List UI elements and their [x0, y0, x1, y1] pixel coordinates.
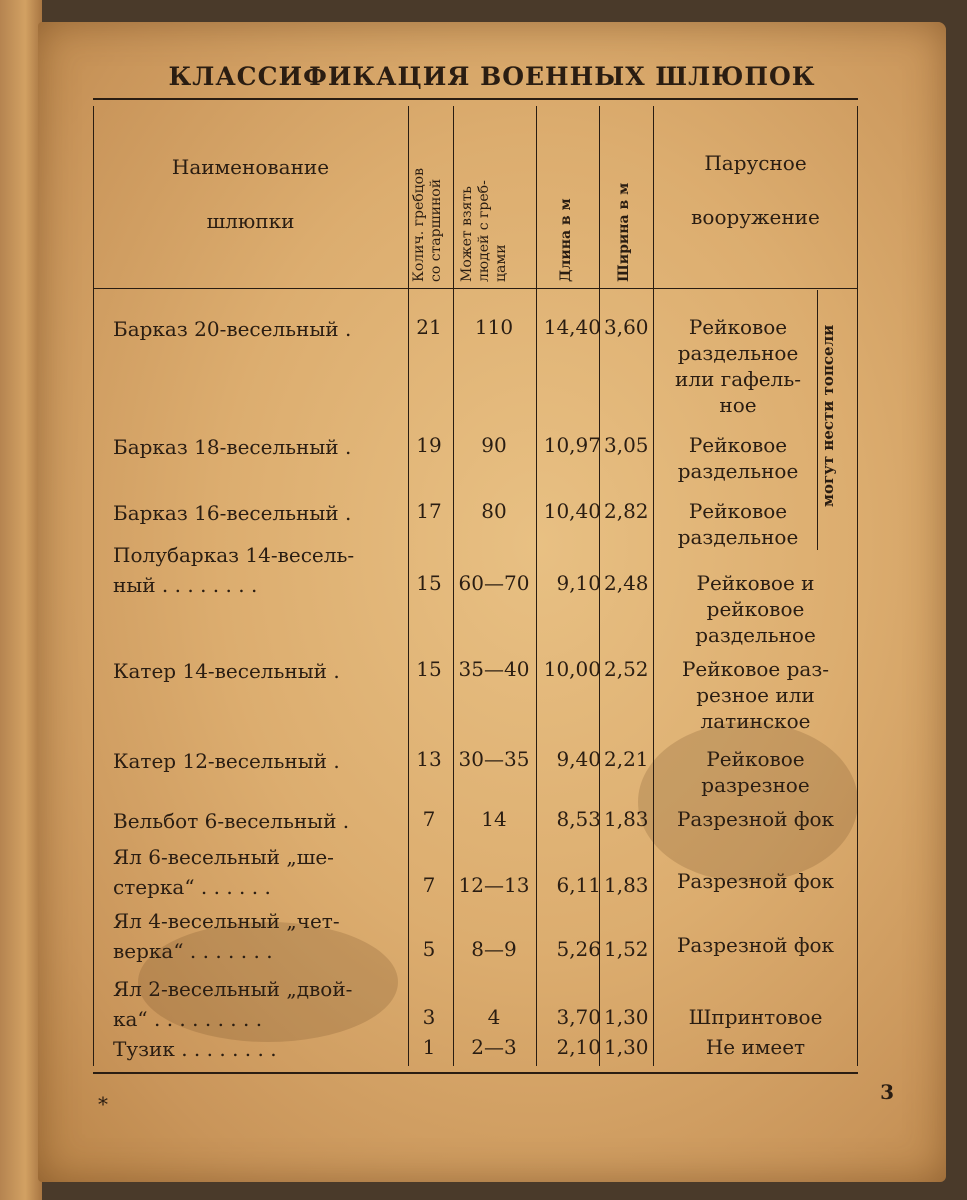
sail-rig-line: Рейковое и — [696, 571, 815, 595]
sail-rig-line: Рейковое — [688, 499, 788, 523]
booklet-page — [38, 22, 946, 1182]
people-capacity: 35—40 — [458, 657, 530, 681]
rowers-count: 1 — [422, 1035, 436, 1059]
boat-width: 1,52 — [604, 937, 649, 961]
people-capacity: 2—3 — [471, 1035, 517, 1059]
sail-rig-line: или гафель- — [675, 367, 801, 391]
header-rule — [93, 288, 858, 289]
boat-length: 6,11 — [556, 873, 601, 897]
sail-rig-line: Шпринтовое — [688, 1005, 823, 1029]
people-capacity: 8—9 — [471, 937, 517, 961]
sail-rig-line: разрезное — [701, 773, 810, 797]
boat-name-line: Катер 12-весельный . — [113, 749, 340, 773]
boat-name-line: стерка“ . . . . . . — [113, 875, 271, 899]
boat-width: 3,60 — [604, 315, 649, 339]
header-people — [459, 112, 531, 282]
boat-width: 2,52 — [604, 657, 649, 681]
sail-rig-line: резное или — [696, 683, 815, 707]
rowers-count: 15 — [416, 571, 442, 595]
sail-rig — [658, 746, 853, 798]
sail-rig — [658, 498, 818, 550]
sail-rig — [658, 570, 853, 648]
boat-length: 10,00 — [543, 657, 601, 681]
boat-name — [113, 498, 403, 528]
rowers-count: 15 — [416, 657, 442, 681]
sail-rig-line: Рейковое — [688, 315, 788, 339]
header-sail — [653, 136, 858, 244]
people-capacity: 4 — [487, 1005, 501, 1029]
boat-width: 2,82 — [604, 499, 649, 523]
boat-name-line: Барказ 20-весельный . — [113, 317, 352, 341]
header-name-line: Наименование — [171, 155, 330, 179]
boat-name — [113, 432, 403, 462]
boat-name-line: Катер 14-весельный . — [113, 659, 340, 683]
sail-rig-line: Рейковое — [706, 747, 805, 771]
boat-width: 2,21 — [604, 747, 649, 771]
boat-length: 3,70 — [556, 1005, 601, 1029]
sail-rig — [658, 1004, 853, 1030]
boat-name-line: Ял 6-весельный „ше- — [113, 845, 334, 869]
sail-rig-line: рейковое — [706, 597, 805, 621]
sail-rig — [658, 806, 853, 832]
sail-rig-line: ное — [719, 393, 757, 417]
rowers-count: 21 — [416, 315, 442, 339]
header-length-text: Длина в м — [558, 198, 574, 282]
boat-name — [113, 540, 403, 600]
classification-table — [93, 98, 858, 1074]
rowers-count: 13 — [416, 747, 442, 771]
boat-length: 14,40 — [543, 315, 601, 339]
header-name — [93, 140, 408, 248]
boat-width: 3,05 — [604, 433, 649, 457]
sail-rig-line: латинское — [700, 709, 811, 733]
boat-length: 10,97 — [543, 433, 601, 457]
header-rowers-line: Колич. гребцов — [411, 168, 427, 282]
topsail-note: могут нести топсели — [819, 324, 837, 508]
header-people-line: Может взять — [459, 186, 475, 282]
boat-name — [113, 314, 403, 344]
footnote-mark: * — [98, 1092, 108, 1116]
rowers-count: 7 — [422, 807, 436, 831]
boat-name-line: ный . . . . . . . . — [113, 573, 258, 597]
sail-rig-line: Разрезной фок — [676, 933, 835, 957]
header-length — [558, 112, 580, 282]
sail-rig — [658, 932, 853, 958]
sail-rig-line: Разрезной фок — [676, 807, 835, 831]
rowers-count: 5 — [422, 937, 436, 961]
people-capacity: 90 — [481, 433, 507, 457]
sail-rig-line: раздельное — [677, 459, 799, 483]
boat-name — [113, 746, 403, 776]
table-rule — [857, 106, 858, 1066]
sail-rig-line: раздельное — [677, 341, 799, 365]
rowers-count: 17 — [416, 499, 442, 523]
header-sail-line: вооружение — [691, 205, 820, 229]
people-capacity: 60—70 — [458, 571, 530, 595]
sail-rig — [658, 656, 853, 734]
header-sail-line: Парусное — [704, 151, 807, 175]
rowers-count: 7 — [422, 873, 436, 897]
boat-name — [113, 906, 403, 966]
boat-width: 1,30 — [604, 1035, 649, 1059]
sail-rig-line: Рейковое — [688, 433, 788, 457]
boat-name-line: ка“ . . . . . . . . . — [113, 1007, 263, 1031]
people-capacity: 30—35 — [458, 747, 530, 771]
previous-page-edge — [0, 0, 42, 1200]
header-width-text: Ширина в м — [616, 182, 632, 282]
boat-name-line: Ял 2-весельный „двой- — [113, 977, 353, 1001]
boat-length: 2,10 — [556, 1035, 601, 1059]
sail-rig — [658, 868, 853, 894]
boat-name — [113, 1034, 403, 1064]
boat-length: 8,53 — [556, 807, 601, 831]
page-number: 3 — [880, 1080, 894, 1104]
boat-name — [113, 806, 403, 836]
sail-rig — [658, 432, 818, 484]
header-rowers-line: со старшиной — [428, 178, 444, 282]
header-people-line: людей с греб- — [476, 180, 492, 282]
boat-name — [113, 974, 403, 1034]
boat-width: 1,30 — [604, 1005, 649, 1029]
boat-length: 9,10 — [556, 571, 601, 595]
boat-length: 5,26 — [556, 937, 601, 961]
table-rule — [93, 106, 94, 1066]
boat-length: 10,40 — [543, 499, 601, 523]
boat-length: 9,40 — [556, 747, 601, 771]
boat-name-line: Тузик . . . . . . . . — [113, 1037, 277, 1061]
sail-rig — [658, 1034, 853, 1060]
sail-rig — [658, 314, 818, 418]
sail-rig-line: раздельное — [695, 623, 816, 647]
rowers-count: 19 — [416, 433, 442, 457]
people-capacity: 14 — [481, 807, 507, 831]
boat-name — [113, 842, 403, 902]
boat-name-line: Барказ 18-весельный . — [113, 435, 352, 459]
people-capacity: 12—13 — [458, 873, 530, 897]
boat-width: 2,48 — [604, 571, 649, 595]
boat-name-line: Барказ 16-весельный . — [113, 501, 352, 525]
rowers-count: 3 — [422, 1005, 436, 1029]
boat-name-line: верка“ . . . . . . . — [113, 939, 273, 963]
sail-rig-line: Не имеет — [705, 1035, 806, 1059]
boat-name-line: Ял 4-весельный „чет- — [113, 909, 340, 933]
page-title: КЛАССИФИКАЦИЯ ВОЕННЫХ ШЛЮПОК — [168, 62, 816, 91]
boat-width: 1,83 — [604, 873, 649, 897]
boat-width: 1,83 — [604, 807, 649, 831]
boat-name-line: Полубарказ 14-весель- — [113, 543, 355, 567]
header-rowers — [411, 112, 451, 282]
sail-rig-line: Рейковое раз- — [681, 657, 830, 681]
header-width — [616, 112, 638, 282]
header-people-line: цами — [493, 244, 509, 282]
people-capacity: 80 — [481, 499, 507, 523]
people-capacity: 110 — [474, 315, 514, 339]
header-name-line: шлюпки — [206, 209, 295, 233]
sail-rig-line: Разрезной фок — [676, 869, 835, 893]
sail-rig-line: раздельное — [677, 525, 799, 549]
boat-name-line: Вельбот 6-весельный . — [113, 809, 350, 833]
boat-name — [113, 656, 403, 686]
